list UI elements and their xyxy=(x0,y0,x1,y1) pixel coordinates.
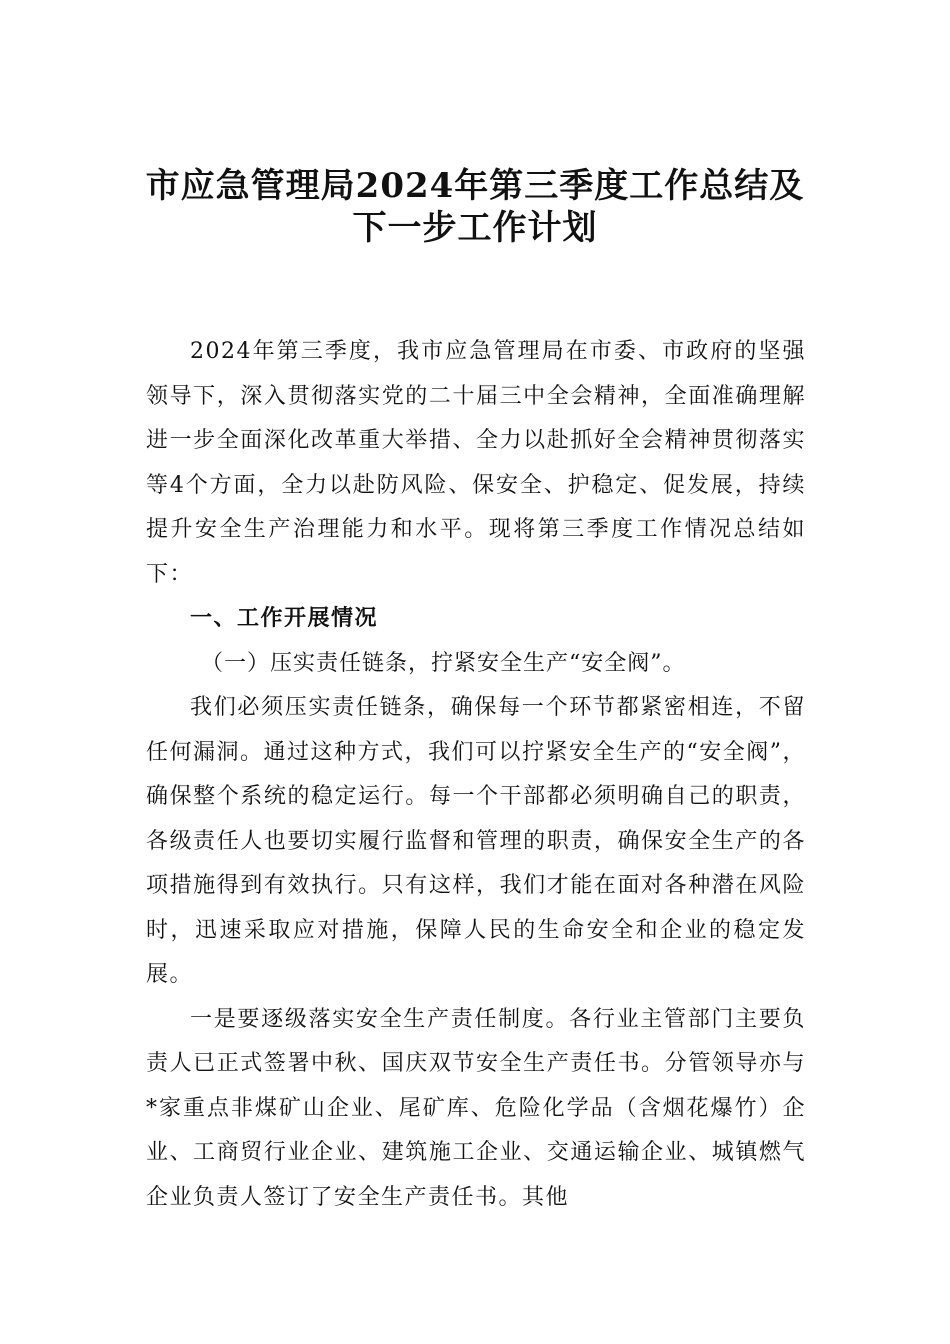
document-title-line-2: 下一步工作计划 xyxy=(352,208,598,248)
body-paragraph-1: 我们必须压实责任链条，确保每一个环节都紧密相连，不留任何漏洞。通过这种方式，我们可以拧紧安全生产的“安全阀”，确保整个系统的稳定运行。每一个干部都必须明确自己的职责，各级责任人也要切实履行监督和管理的职责，确保安全生产的各项措施得到有效执行。只有这样，我们才能在面对各种潜在风险时，迅速采取应对措施，保障人民的生命安全和企业的稳定发展。 xyxy=(146,695,806,987)
document-title-line-1: 市应急管理局2024年第三季度工作总结及 xyxy=(145,166,805,206)
body-paragraph-2: 一是要逐级落实安全生产责任制度。各行业主管部门主要负责人已正式签署中秋、国庆双节安全生产责任书。分管领导亦与*家重点非煤矿山企业、尾矿库、危险化学品（含烟花爆竹）企业、工商贸行业企业、建筑施工企业、交通运输企业、城镇燃气企业负责人签订了安全生产责任书。其他 xyxy=(146,1006,806,1210)
subsection-heading-1: （一）压实责任链条，拧紧安全生产“安全阀”。 xyxy=(201,650,686,676)
intro-paragraph: 2024年第三季度，我市应急管理局在市委、市政府的坚强领导下，深入贯彻落实党的二十届三中全会精神，全面准确理解进一步全面深化改革重大举措、全力以赴抓好全会精神贯彻落实等4个方面，全力以赴防风险、保安全、护稳定、促发展，持续提升安全生产治理能力和水平。现将第三季度工作情况总结如下： xyxy=(146,339,806,587)
section-heading-1: 一、工作开展情况 xyxy=(190,606,379,631)
document-body xyxy=(146,330,806,1220)
